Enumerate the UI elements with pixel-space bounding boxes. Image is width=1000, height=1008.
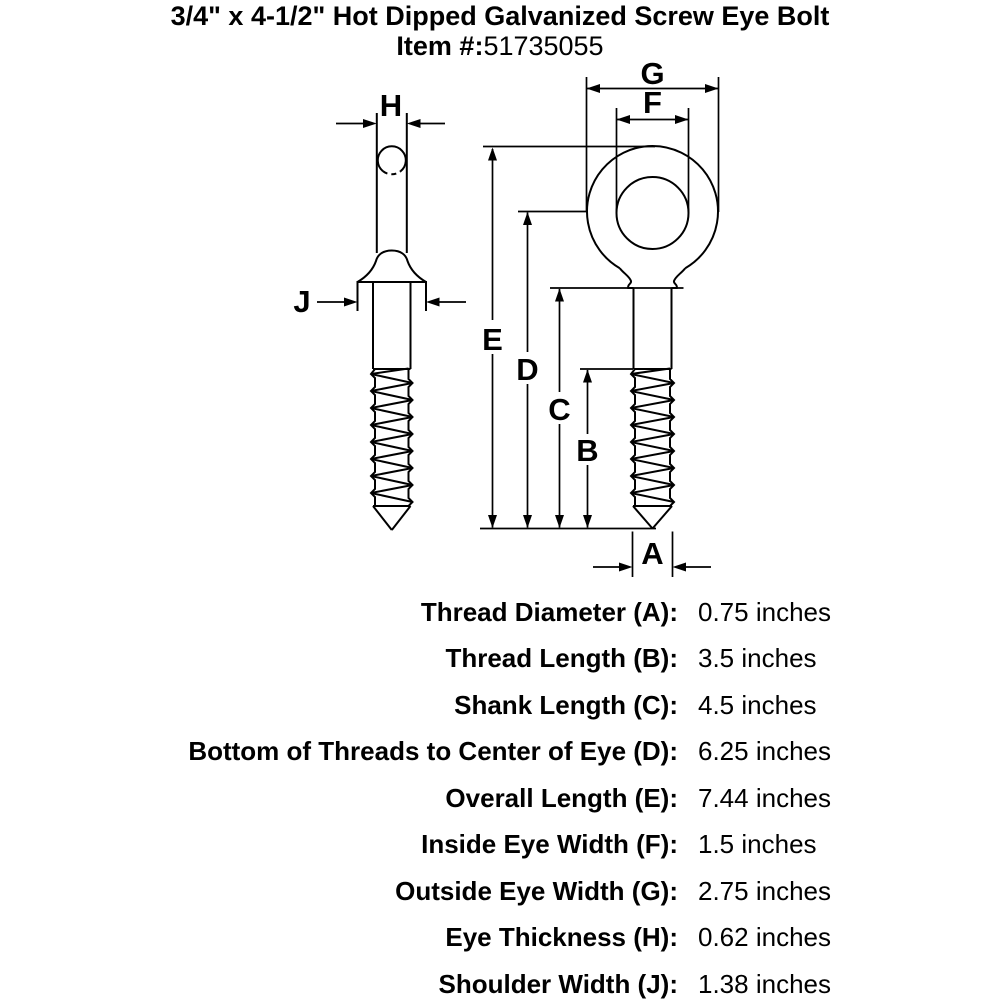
- dimension-letters: [293, 56, 664, 571]
- dim-label-a: A: [641, 536, 664, 571]
- spec-row: [0, 961, 1000, 1008]
- spec-table: [0, 589, 1000, 1008]
- dim-label-j: J: [293, 284, 311, 319]
- spec-label: Outside Eye Width (G):: [395, 875, 678, 906]
- dim-label-d: D: [516, 352, 539, 387]
- dim-label-c: C: [548, 392, 571, 427]
- spec-label: Thread Length (B):: [445, 643, 678, 674]
- spec-value: 1.5 inches: [698, 829, 817, 860]
- spec-value: 2.75 inches: [698, 875, 831, 906]
- spec-row: [0, 682, 1000, 729]
- spec-label: Overall Length (E):: [445, 782, 678, 813]
- spec-label: Thread Diameter (A):: [420, 596, 678, 627]
- dim-label-f: F: [643, 85, 662, 120]
- spec-label: Shank Length (C):: [454, 689, 678, 720]
- spec-value: 4.5 inches: [698, 689, 817, 720]
- spec-row: [0, 915, 1000, 962]
- spec-value: 0.62 inches: [698, 922, 831, 953]
- spec-value: 3.5 inches: [698, 643, 817, 674]
- spec-value: 0.75 inches: [698, 596, 831, 627]
- item-number-value: 51735055: [483, 31, 604, 61]
- dim-label-g: G: [640, 56, 665, 91]
- spec-value: 6.25 inches: [698, 736, 831, 767]
- page-title: 3/4" x 4-1/2" Hot Dipped Galvanized Screw Eye Bolt: [170, 1, 830, 31]
- spec-label: Bottom of Threads to Center of Eye (D):: [188, 736, 678, 767]
- dim-label-e: E: [482, 322, 503, 357]
- front-view-drawing: [587, 146, 718, 529]
- spec-row: [0, 775, 1000, 822]
- spec-row: [0, 868, 1000, 915]
- spec-label: Eye Thickness (H):: [445, 922, 678, 953]
- spec-row: [0, 822, 1000, 869]
- spec-value: 7.44 inches: [698, 782, 831, 813]
- spec-label: Shoulder Width (J):: [438, 968, 678, 999]
- dim-label-h: H: [379, 88, 403, 123]
- spec-row: [0, 636, 1000, 683]
- spec-row: [0, 589, 1000, 636]
- side-view-drawing: [358, 113, 427, 530]
- spec-row: [0, 729, 1000, 776]
- item-number-label: Item #:: [396, 31, 484, 61]
- spec-value: 1.38 inches: [698, 968, 831, 999]
- dim-label-b: B: [576, 433, 599, 468]
- spec-label: Inside Eye Width (F):: [421, 829, 678, 860]
